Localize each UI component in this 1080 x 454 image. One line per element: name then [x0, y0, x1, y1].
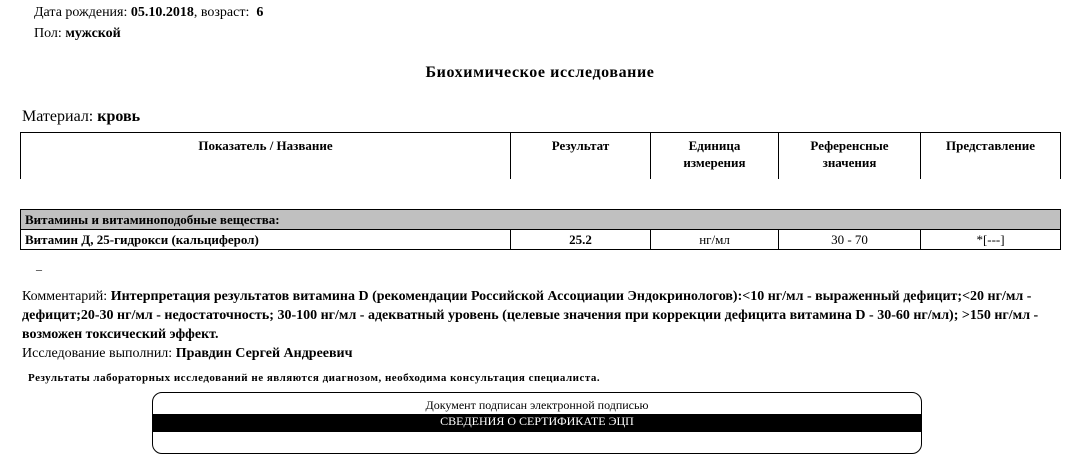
- material-label: Материал:: [22, 108, 94, 125]
- cell-repr: *[---]: [921, 230, 1061, 250]
- header-result: Результат: [511, 133, 651, 180]
- group-title: Витамины и витаминоподобные вещества:: [21, 210, 1061, 230]
- sex-label: Пол:: [34, 26, 62, 41]
- header-unit-line2: измерения: [683, 155, 746, 170]
- results-table-header: [20, 132, 1061, 179]
- dob-label: Дата рождения:: [34, 5, 128, 20]
- signature-cert-header: СВЕДЕНИЯ О СЕРТИФИКАТЕ ЭЦП: [153, 414, 921, 432]
- material-line: [22, 108, 140, 126]
- header-unit: [651, 133, 779, 180]
- comment-block: [22, 287, 1062, 344]
- comment-text: Интерпретация результатов витамина D (рекомендации Российской Ассоциации Эндокринологов):<10 нг/мл - выраженный дефицит;<20 нг/мл - дефицит;20-30 нг/мл - недостаточность; 30-100 нг/мл - адекватный уровень (целевые значения при коррекции дефицита витамина D - 30-60 нг/мл); >150 нг/мл - возможен токсический эффект.: [22, 289, 1039, 342]
- cell-name: Витамин Д, 25-гидрокси (кальциферол): [21, 230, 511, 250]
- group-row: [21, 210, 1061, 230]
- header-name: Показатель / Название: [21, 133, 511, 180]
- patient-sex-line: [34, 26, 121, 42]
- dob-value: 05.10.2018: [130, 5, 194, 20]
- sex-value: мужской: [65, 26, 121, 41]
- header-repr: Представление: [921, 133, 1061, 180]
- age-value: 6: [256, 5, 264, 20]
- material-value: кровь: [97, 108, 141, 125]
- page-title: Биохимическое исследование: [425, 64, 655, 81]
- signature-stamp: [152, 392, 922, 454]
- separator-dash: –: [36, 262, 42, 276]
- disclaimer: Результаты лабораторных исследований не являются диагнозом, необходима консультация специалиста.: [28, 372, 601, 384]
- signature-title: Документ подписан электронной подписью: [425, 398, 649, 412]
- performer-label: Исследование выполнил:: [22, 346, 173, 361]
- cell-ref: 30 - 70: [779, 230, 921, 250]
- results-table: [20, 209, 1061, 250]
- age-label: , возраст:: [193, 5, 250, 20]
- cell-result: 25.2: [511, 230, 651, 250]
- header-ref-line1: Референсные: [810, 138, 889, 153]
- patient-dob-line: [34, 5, 263, 21]
- performer-name: Правдин Сергей Андреевич: [175, 346, 353, 361]
- header-ref-line2: значения: [822, 155, 877, 170]
- cell-unit: нг/мл: [651, 230, 779, 250]
- header-unit-line1: Единица: [688, 138, 741, 153]
- comment-label: Комментарий:: [22, 289, 108, 304]
- header-ref: [779, 133, 921, 180]
- performer-line: [22, 346, 353, 362]
- table-row: [21, 230, 1061, 250]
